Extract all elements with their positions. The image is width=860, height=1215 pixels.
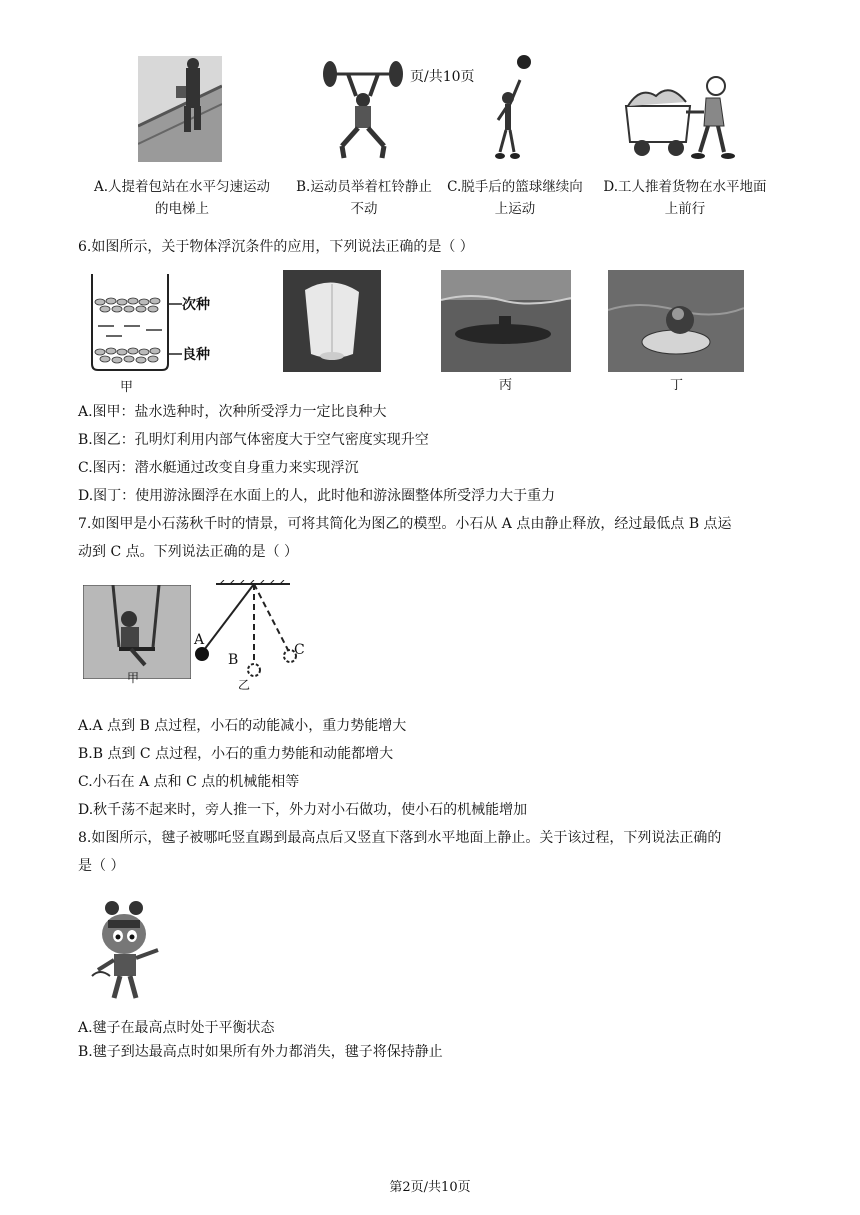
figure-escalator-photo (138, 56, 222, 162)
fig-label-ding: 丁 (670, 378, 684, 390)
q5-option-d: D.工人推着货物在水平地面 上前行 (603, 179, 767, 217)
figure-basketball-player (488, 54, 538, 162)
q7-option-d: D.秋千荡不起来时，旁人推一下，外力对小石做功，使小石的机械能增加 (78, 802, 528, 818)
figure-worker-pushing-cart (620, 72, 744, 162)
figure-submarine (441, 270, 571, 390)
beaker-label-bottom: 良种 (182, 347, 210, 363)
q8-question-line2: 是（ ） (78, 858, 125, 874)
figure-swing-photo (83, 585, 191, 685)
q7-question-line1: 7.如图甲是小石荡秋千时的情景，可将其简化为图乙的模型。小石从 A 点由静止释放，经过最低点 B 点运 (78, 516, 732, 532)
q6-option-c: C.图丙：潜水艇通过改变自身重力来实现浮沉 (78, 460, 359, 476)
point-b-label: B (228, 652, 239, 668)
figure-kongming-lantern (283, 270, 381, 372)
figure-nezha-kicking-shuttlecock (84, 898, 168, 1002)
q7-option-c: C.小石在 A 点和 C 点的机械能相等 (78, 774, 300, 790)
q8-option-a: A.毽子在最高点时处于平衡状态 (78, 1020, 275, 1036)
beaker-label-top: 次种 (182, 297, 210, 313)
fig-label-bing: 丙 (499, 378, 513, 390)
q6-option-a: A.图甲：盐水选种时，次种所受浮力一定比良种大 (78, 404, 387, 420)
fig-label-jia: 甲 (120, 380, 134, 395)
q8-option-b: B.毽子到达最高点时如果所有外力都消失，毽子将保持静止 (78, 1044, 443, 1060)
q5-option-c: C.脱手后的篮球继续向 上运动 (447, 179, 583, 217)
figure-pendulum-model (190, 580, 310, 690)
page-footer: 第2页/共10页 (389, 1180, 471, 1195)
q5-option-b: B.运动员举着杠铃静止 不动 (296, 179, 432, 217)
q8-question-line1: 8.如图所示，毽子被哪吒竖直踢到最高点后又竖直下落到水平地面上静止。关于该过程，下列说法正确的 (78, 830, 722, 846)
q6-option-d: D.图丁：使用游泳圈浮在水面上的人，此时他和游泳圈整体所受浮力大于重力 (78, 488, 556, 504)
q7-option-b: B.B 点到 C 点过程，小石的重力势能和动能都增大 (78, 746, 394, 762)
header-fragment: 页/共10页 (410, 69, 475, 85)
q6-question: 6.如图所示，关于物体浮沉条件的应用，下列说法正确的是（ ） (78, 239, 474, 255)
figure-weightlifter (318, 54, 408, 162)
q7-fig-label-yi: 乙 (238, 678, 251, 690)
point-c-label: C (294, 642, 305, 658)
figure-beaker-seed-selection (84, 268, 234, 396)
point-a-label: A (194, 632, 205, 648)
q7-question-line2: 动到 C 点。下列说法正确的是（ ） (78, 544, 299, 560)
figure-swim-ring (608, 270, 744, 390)
q7-option-a: A.A 点到 B 点过程，小石的动能减小，重力势能增大 (78, 718, 407, 734)
q5-option-a: A.人提着包站在水平匀速运动 的电梯上 (93, 179, 271, 217)
q7-fig-label-jia: 甲 (127, 671, 140, 685)
q6-option-b: B.图乙：孔明灯利用内部气体密度大于空气密度实现升空 (78, 432, 429, 448)
